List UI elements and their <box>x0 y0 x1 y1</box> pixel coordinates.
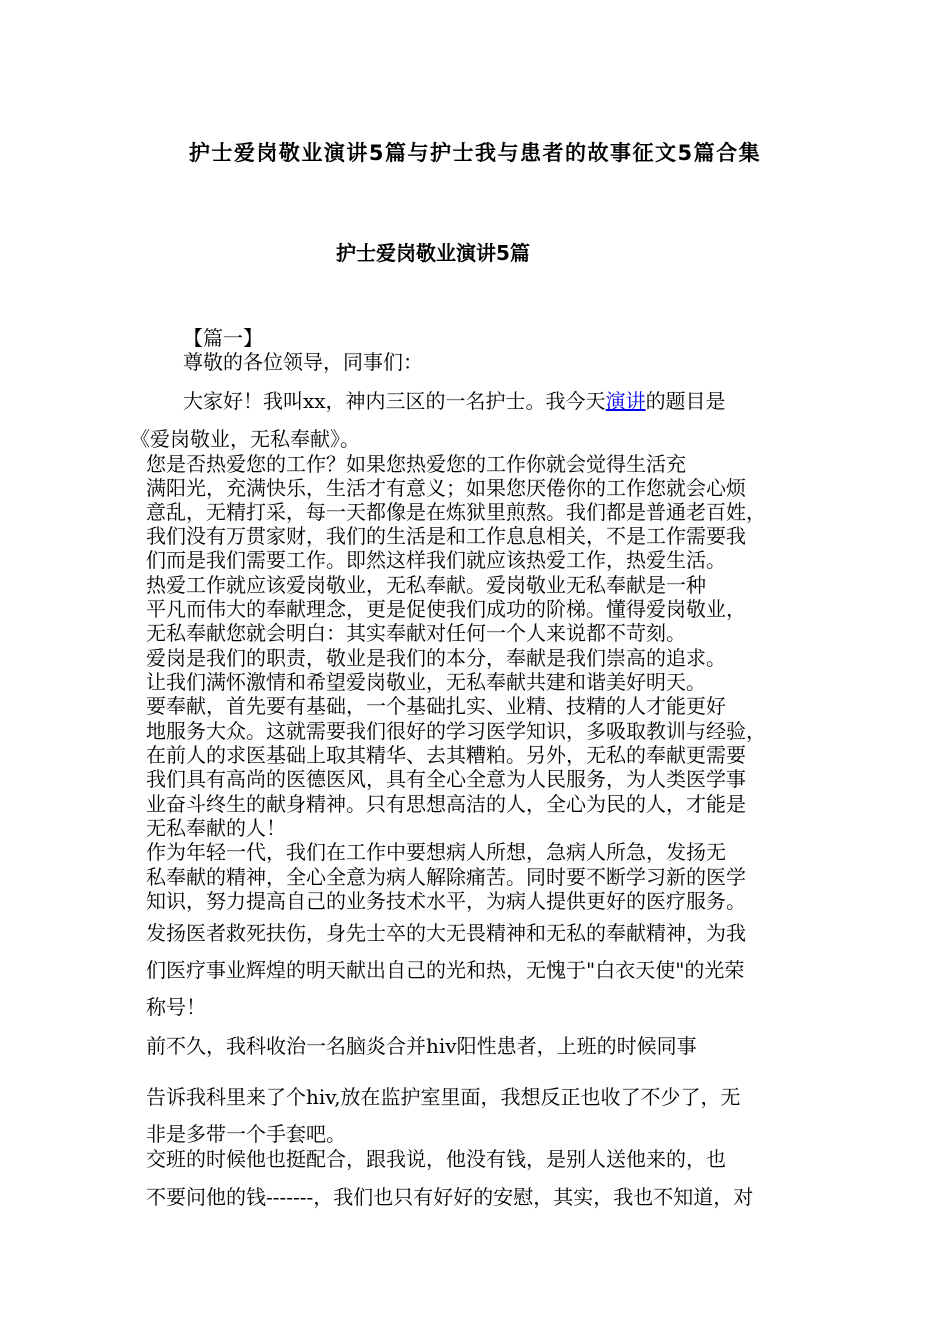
body-line: 前不久，我科收治一名脑炎合并hiv阳性患者，上班的时候同事 <box>146 1034 697 1058</box>
body-line: 您是否热爱您的工作？如果您热爱您的工作你就会觉得生活充 <box>146 452 686 476</box>
intro-text-after-link: 的题目是 <box>645 389 726 413</box>
body-line: 热爱工作就应该爱岗敬业，无私奉献。爱岗敬业无私奉献是一种 <box>146 573 706 597</box>
body-line: 们医疗事业辉煌的明天献出自己的光和热，无愧于"白衣天使"的光荣 <box>146 958 745 982</box>
body-line: 发扬医者救死扶伤，身先士卒的大无畏精神和无私的奉献精神，为我 <box>146 921 746 945</box>
body-line: 知识，努力提高自己的业务技术水平，为病人提供更好的医疗服务。 <box>146 889 746 913</box>
section-label: 【篇一】 <box>183 326 263 350</box>
body-line: 称号！ <box>146 995 206 1019</box>
body-line: 私奉献的精神，全心全意为病人解除痛苦。同时要不断学习新的医学 <box>146 865 746 889</box>
body-line: 告诉我科里来了个hiv,放在监护室里面，我想反正也收了不少了，无 <box>146 1085 741 1109</box>
body-line: 无私奉献您就会明白：其实奉献对任何一个人来说都不苛刻。 <box>146 621 686 645</box>
body-line: 业奋斗终生的献身精神。只有思想高洁的人，全心为民的人，才能是 <box>146 792 746 816</box>
body-line: 非是多带一个手套吧。 <box>146 1122 346 1146</box>
greeting: 尊敬的各位领导，同事们： <box>183 350 423 374</box>
document-subtitle: 护士爱岗敬业演讲5篇 <box>336 241 530 265</box>
body-line: 我们具有高尚的医德医风，具有全心全意为人民服务，为人类医学事 <box>146 767 746 791</box>
body-line: 我们没有万贯家财，我们的生活是和工作息息相关，不是工作需要我 <box>146 524 746 548</box>
document-title: 护士爱岗敬业演讲5篇与护士我与患者的故事征文5篇合集 <box>188 141 762 165</box>
body-line: 作为年轻一代，我们在工作中要想病人所想，急病人所急，发扬无 <box>146 840 726 864</box>
body-line: 要奉献，首先要有基础，一个基础扎实、业精、技精的人才能更好 <box>146 694 726 718</box>
body-line: 《爱岗敬业，无私奉献》。 <box>130 427 360 451</box>
body-line: 在前人的求医基础上取其精华、去其糟粕。另外，无私的奉献更需要 <box>146 743 746 767</box>
body-line: 交班的时候他也挺配合，跟我说，他没有钱，是别人送他来的，也 <box>146 1147 726 1171</box>
body-line: 不要问他的钱-------，我们也只有好好的安慰，其实，我也不知道，对 <box>146 1185 754 1209</box>
body-line: 满阳光，充满快乐，生活才有意义；如果您厌倦你的工作您就会心烦 <box>146 476 746 500</box>
body-line: 意乱，无精打采，每一天都像是在炼狱里煎熬。我们都是普通老百姓， <box>146 500 766 524</box>
intro-text-before-link: 大家好！我叫xx，神内三区的一名护士。我今天 <box>183 389 606 413</box>
body-line: 地服务大众。这就需要我们很好的学习医学知识，多吸取教训与经验， <box>146 719 766 743</box>
body-line: 让我们满怀激情和希望爱岗敬业，无私奉献共建和谐美好明天。 <box>146 670 706 694</box>
speech-link[interactable]: 演讲 <box>605 389 646 413</box>
body-line: 无私奉献的人！ <box>146 816 286 840</box>
body-line: 们而是我们需要工作。即然这样我们就应该热爱工作，热爱生活。 <box>146 548 726 572</box>
body-line: 爱岗是我们的职责，敬业是我们的本分，奉献是我们崇高的追求。 <box>146 646 726 670</box>
body-line: 平凡而伟大的奉献理念，更是促使我们成功的阶梯。懂得爱岗敬业， <box>146 597 746 621</box>
intro-line <box>183 389 726 413</box>
